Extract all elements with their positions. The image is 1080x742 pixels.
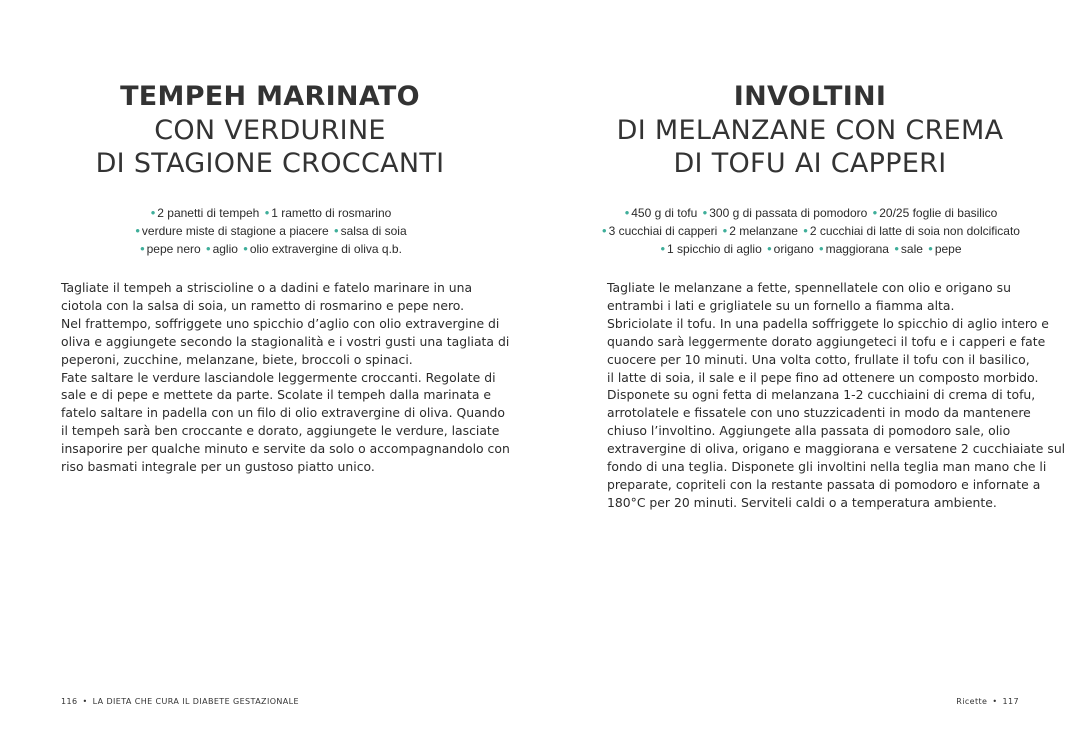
title-line: TEMPEH MARINATO	[120, 81, 420, 112]
instruction-line: fatelo saltare in padella con un filo di olio extravergine di oliva. Quando	[61, 405, 505, 421]
bullet-icon: •	[660, 241, 666, 256]
title-line: CON VERDURINE	[154, 114, 386, 146]
ingredient-item: 450 g di tofu	[631, 206, 698, 220]
ingredient-line	[540, 240, 1080, 258]
bullet-icon: •	[722, 223, 728, 238]
bullet-icon: •	[872, 205, 878, 220]
bullet-icon: •	[243, 241, 248, 256]
page-number: 116	[61, 697, 78, 706]
bullet-icon: •	[206, 241, 211, 256]
instruction-line: arrotolatele e fissatele con uno stuzzicadenti in modo da mantenere	[607, 405, 1031, 421]
instruction-line: entrambi i lati e grigliatele su un fornello a fiamma alta.	[607, 297, 955, 313]
ingredient-item: verdure miste di stagione a piacere	[141, 224, 329, 238]
instruction-line: Disponete su ogni fetta di melanzana 1-2 cucchiaini di crema di tofu,	[607, 387, 1036, 403]
ingredient-item: 1 spicchio di aglio	[667, 242, 762, 256]
ingredient-item: olio extravergine di oliva q.b.	[249, 242, 402, 256]
ingredients-list	[540, 204, 1080, 258]
bullet-icon: •	[140, 241, 145, 256]
instruction-line: il latte di soia, il sale e il pepe fino ad ottenere un composto morbido.	[607, 369, 1039, 385]
ingredient-line	[540, 222, 1080, 240]
ingredient-item: maggiorana	[825, 242, 889, 256]
ingredient-item: origano	[773, 242, 814, 256]
ingredient-item: 1 rametto di rosmarino	[271, 206, 392, 220]
bullet-icon: •	[894, 241, 899, 256]
page-number: 117	[1002, 697, 1019, 706]
right-page	[540, 0, 1080, 742]
instruction-line: riso basmati integrale per un gustoso piatto unico.	[61, 459, 375, 475]
bullet-icon: •	[624, 205, 630, 220]
ingredient-item: pepe	[934, 242, 962, 256]
bullet-icon: •	[334, 223, 339, 238]
instruction-line: il tempeh sarà ben croccante e dorato, aggiungete le verdure, lasciate	[61, 423, 500, 439]
instruction-line: cuocere per 10 minuti. Una volta cotto, frullate il tofu con il basilico,	[607, 351, 1030, 367]
ingredient-line	[0, 222, 540, 240]
instruction-line: Tagliate le melanzane a fette, spennellatele con olio e origano su	[607, 280, 1011, 295]
recipe-instructions	[607, 279, 1066, 512]
ingredient-item: 300 g di passata di pomodoro	[709, 206, 868, 220]
instruction-line: Tagliate il tempeh a striscioline o a dadini e fatelo marinare in una	[61, 280, 473, 295]
instruction-line: Nel frattempo, soffriggete uno spicchio d’aglio con olio extravergine di	[61, 315, 500, 331]
ingredient-line	[0, 240, 540, 258]
instruction-line: oliva e aggiungete secondo la stagionalità e i vostri gusti una tagliata di	[61, 333, 510, 349]
ingredients-list	[0, 204, 540, 258]
ingredient-item: 2 melanzane	[729, 224, 798, 238]
page-footer	[61, 697, 299, 706]
ingredient-item: salsa di soia	[340, 224, 407, 238]
instruction-line: chiuso l’involtino. Aggiungete alla passata di pomodoro sale, olio	[607, 423, 1011, 439]
bullet-icon: •	[264, 205, 270, 220]
ingredient-line	[540, 204, 1080, 222]
instruction-line: preparate, copriteli con la restante passata di pomodoro e infornate a	[607, 476, 1041, 492]
bullet-icon: •	[803, 223, 808, 238]
instruction-line: quando sarà leggermente dorato aggiungeteci il tofu e i capperi e fate	[607, 333, 1046, 349]
bullet-icon: •	[135, 223, 140, 238]
instruction-line: insaporire per qualche minuto e servite da solo o accompagnandolo con	[61, 441, 510, 457]
bullet-icon: •	[819, 241, 824, 256]
footer-separator: •	[82, 697, 88, 706]
book-title: LA DIETA CHE CURA IL DIABETE GESTAZIONALE	[92, 697, 299, 706]
title-line: DI STAGIONE CROCCANTI	[95, 148, 445, 179]
instruction-line: extravergine di oliva, origano e maggiorana e versatene 2 cucchiaiate sul	[607, 441, 1066, 457]
instruction-line: sale e di pepe e mettete da parte. Scolate il tempeh dalla marinata e	[61, 387, 491, 403]
bullet-icon: •	[702, 205, 708, 220]
bullet-icon: •	[602, 223, 607, 238]
footer-separator: •	[992, 697, 998, 706]
title-line: DI MELANZANE CON CREMA	[616, 114, 1004, 146]
title-line: INVOLTINI	[733, 81, 887, 112]
recipe-title	[540, 80, 1080, 181]
ingredient-item: 2 panetti di tempeh	[157, 206, 260, 220]
instruction-line: fondo di una teglia. Disponete gli involtini nella teglia man mano che li	[607, 459, 1047, 475]
instruction-line: Sbriciolate il tofu. In una padella soffriggete lo spicchio di aglio intero e	[607, 315, 1049, 331]
bullet-icon: •	[928, 241, 933, 256]
ingredient-item: 3 cucchiai di capperi	[608, 224, 718, 238]
instruction-line: 180°C per 20 minuti. Serviteli caldi o a temperatura ambiente.	[607, 494, 997, 510]
recipe-instructions	[61, 279, 510, 476]
title-line: DI TOFU AI CAPPERI	[673, 148, 947, 179]
ingredient-item: pepe nero	[146, 242, 201, 256]
page-footer	[956, 697, 1019, 706]
recipe-title	[0, 80, 540, 181]
ingredient-item: 2 cucchiai di latte di soia non dolcificato	[809, 224, 1020, 238]
bullet-icon: •	[150, 205, 156, 220]
ingredient-item: aglio	[212, 242, 238, 256]
instruction-line: ciotola con la salsa di soia, un rametto di rosmarino e pepe nero.	[61, 297, 465, 313]
ingredient-item: sale	[900, 242, 923, 256]
instruction-line: peperoni, zucchine, melanzane, biete, broccoli o spinaci.	[61, 351, 413, 367]
ingredient-line	[0, 204, 540, 222]
ingredient-item: 20/25 foglie di basilico	[879, 206, 998, 220]
instruction-line: Fate saltare le verdure lasciandole leggermente croccanti. Regolate di	[61, 369, 496, 385]
bullet-icon: •	[767, 241, 772, 256]
section-name: Ricette	[956, 697, 988, 706]
